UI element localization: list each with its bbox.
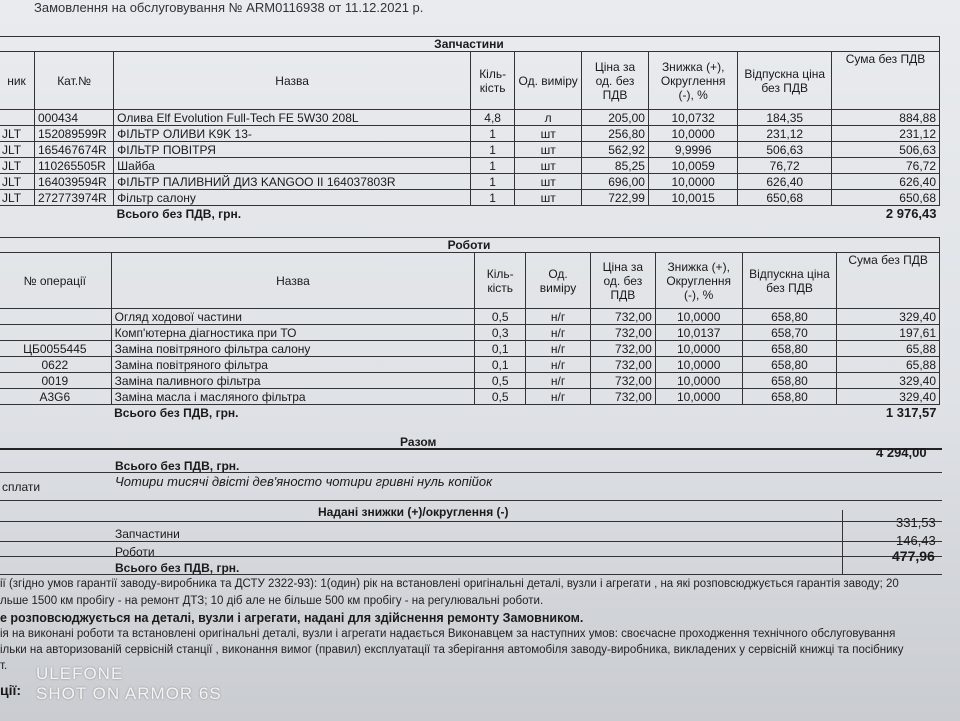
works-header-op: № операції (0, 253, 111, 309)
works-cell-disc: 10,0000 (655, 389, 742, 405)
payment-label: сплати (2, 480, 41, 494)
parts-row (0, 158, 940, 174)
works-cell-qty: 0,5 (475, 309, 526, 325)
camera-watermark-model: SHOT ON ARMOR 6S (36, 684, 222, 703)
works-cell-net: 658,80 (742, 389, 837, 405)
discounts-line-bottom (0, 574, 942, 575)
discount-parts-label: Запчастини (115, 527, 180, 541)
works-table (0, 237, 940, 420)
works-cell-qty: 0,3 (475, 325, 526, 341)
parts-cell-price: 722,99 (582, 190, 649, 206)
works-header-name: Назва (111, 253, 475, 309)
parts-cell-price: 696,00 (582, 174, 649, 190)
discount-works-label: Роботи (115, 545, 155, 559)
parts-cell-net: 184,35 (738, 110, 832, 126)
parts-cell-qty: 1 (471, 142, 515, 158)
works-cell-unit: н/г (526, 309, 591, 325)
works-cell-op (0, 325, 111, 341)
parts-cell-qty: 4,8 (471, 110, 515, 126)
works-row (0, 389, 940, 405)
parts-cell-name: ФІЛЬТР ОЛИВИ K9K 13- (114, 126, 471, 142)
parts-cell-brand (0, 110, 34, 126)
works-cell-net: 658,80 (742, 357, 837, 373)
discount-total-label: Всього без ПДВ, грн. (115, 561, 240, 575)
parts-cell-sum: 76,72 (831, 158, 939, 174)
works-cell-name: Заміна масла і масляного фільтра (111, 389, 475, 405)
works-cell-price: 732,00 (590, 309, 655, 325)
works-header-unit: Од. виміру (526, 253, 591, 309)
parts-cell-net: 626,40 (738, 174, 832, 190)
works-cell-name: Заміна повітряного фільтра салону (111, 341, 475, 357)
document-title: Замовлення на обслуговування № ARM0116938 от 11.12.2021 р. (34, 0, 424, 15)
parts-cell-unit: шт (515, 142, 582, 158)
parts-cell-net: 76,72 (738, 158, 832, 174)
works-row (0, 341, 940, 357)
discount-parts-value: 331,53 (896, 515, 936, 530)
works-cell-disc: 10,0000 (655, 373, 742, 389)
parts-cell-disc: 9,9996 (648, 142, 737, 158)
warranty-line-1: ії (згідно умов гарантії заводу-виробника та ДСТУ 2322-93): 1(один) рік на встановлені оригінальні деталі, вузли і агрегати , на які розповсюджується гарантія заводу; 20 (0, 578, 899, 590)
works-cell-price: 732,00 (590, 373, 655, 389)
works-cell-unit: н/г (526, 357, 591, 373)
parts-cell-brand: JLT (0, 174, 34, 190)
parts-cell-disc: 10,0000 (648, 126, 737, 142)
works-cell-price: 732,00 (590, 341, 655, 357)
parts-header-sum: Сума без ПДВ (831, 52, 939, 110)
works-cell-name: Заміна паливного фільтра (111, 373, 475, 389)
works-cell-op: ЦБ0055445 (0, 341, 111, 357)
works-cell-disc: 10,0137 (655, 325, 742, 341)
works-cell-unit: н/г (526, 373, 591, 389)
works-cell-disc: 10,0000 (655, 357, 742, 373)
summary-line-bottom (0, 472, 942, 473)
parts-header-brand: ник (0, 52, 34, 110)
works-cell-name: Заміна повітряного фільтра (111, 357, 475, 373)
discounts-line-1 (0, 521, 942, 522)
parts-cell-cat: 110265505R (34, 158, 113, 174)
works-cell-sum: 329,40 (837, 309, 940, 325)
works-cell-qty: 0,1 (475, 341, 526, 357)
parts-cell-brand: JLT (0, 142, 34, 158)
summary-title: Разом (400, 435, 437, 449)
parts-cell-sum: 506,63 (831, 142, 939, 158)
parts-header-qty: Кіль-кість (471, 52, 515, 110)
parts-cell-name: Шайба (114, 158, 471, 174)
summary-total-label: Всього без ПДВ, грн. (115, 459, 240, 473)
discount-works-value: 146,43 (896, 533, 936, 548)
discounts-line-3 (0, 556, 942, 557)
parts-cell-price: 85,25 (582, 158, 649, 174)
parts-cell-name: Оливa Elf Evolution Full-Tech FE 5W30 208L (114, 110, 471, 126)
works-header-net: Відпускна ціна без ПДВ (742, 253, 837, 309)
works-total: 1 317,57 (885, 405, 937, 420)
parts-cell-qty: 1 (471, 158, 515, 174)
parts-cell-name: ФІЛЬТР ПАЛИВНИЙ ДИЗ KANGOO II 164037803R (114, 174, 471, 190)
parts-row (0, 110, 940, 126)
parts-cell-price: 205,00 (582, 110, 649, 126)
parts-header-price: Ціна за од. без ПДВ (582, 52, 649, 110)
parts-cell-disc: 10,0015 (648, 190, 737, 206)
parts-cell-sum: 650,68 (831, 190, 939, 206)
parts-total: 2 976,43 (885, 206, 937, 221)
parts-header-cat: Кат.№ (34, 52, 113, 110)
parts-cell-unit: шт (515, 174, 582, 190)
works-cell-net: 658,80 (742, 309, 837, 325)
works-header-qty: Кіль-кість (475, 253, 526, 309)
works-header-price: Ціна за од. без ПДВ (590, 253, 655, 309)
discounts-divider-vertical (842, 510, 843, 574)
works-cell-op: 0019 (0, 373, 111, 389)
works-cell-price: 732,00 (590, 389, 655, 405)
parts-cell-unit: шт (515, 190, 582, 206)
parts-cell-unit: шт (515, 158, 582, 174)
works-total-label: Всього без ПДВ, грн. (114, 405, 239, 420)
works-row (0, 325, 940, 341)
parts-row (0, 126, 940, 142)
parts-cell-brand: JLT (0, 190, 34, 206)
works-cell-disc: 10,0000 (655, 341, 742, 357)
works-cell-qty: 0,1 (475, 357, 526, 373)
parts-cell-cat: 152089599R (34, 126, 113, 142)
parts-cell-name: Фільтр салону (114, 190, 471, 206)
works-cell-unit: н/г (526, 389, 591, 405)
works-cell-sum: 65,88 (837, 357, 940, 373)
works-cell-op (0, 309, 111, 325)
works-cell-op: 0622 (0, 357, 111, 373)
works-cell-net: 658,80 (742, 373, 837, 389)
parts-cell-net: 506,63 (738, 142, 832, 158)
parts-cell-price: 562,92 (582, 142, 649, 158)
works-row (0, 357, 940, 373)
parts-cell-price: 256,80 (582, 126, 649, 142)
parts-cell-net: 650,68 (738, 190, 832, 206)
parts-section-title: Запчастини (0, 37, 940, 52)
parts-header-discount: Знижка (+), Округлення (-), % (648, 52, 737, 110)
summary-line-top (0, 448, 942, 450)
works-cell-disc: 10,0000 (655, 309, 742, 325)
works-cell-sum: 197,61 (837, 325, 940, 341)
works-section-title: Роботи (0, 238, 940, 253)
parts-header-unit: Од. виміру (515, 52, 582, 110)
parts-cell-brand: JLT (0, 126, 34, 142)
parts-cell-cat: 164039594R (34, 174, 113, 190)
works-cell-unit: н/г (526, 325, 591, 341)
parts-cell-qty: 1 (471, 126, 515, 142)
parts-cell-sum: 626,40 (831, 174, 939, 190)
parts-cell-cat: 272773974R (34, 190, 113, 206)
parts-cell-unit: шт (515, 126, 582, 142)
parts-cell-sum: 884,88 (831, 110, 939, 126)
parts-cell-cat: 165467674R (34, 142, 113, 158)
discounts-title: Надані знижки (+)/округлення (-) (318, 505, 509, 519)
warranty-bold-line: е розповсюджується на деталі, вузли і агрегати, надані для здійснення ремонту Замовником. (0, 611, 584, 625)
parts-row (0, 142, 940, 158)
parts-cell-disc: 10,0059 (648, 158, 737, 174)
works-cell-name: Огляд ходової частини (111, 309, 475, 325)
works-cell-net: 658,80 (742, 341, 837, 357)
works-row (0, 373, 940, 389)
works-cell-qty: 0,5 (475, 389, 526, 405)
parts-header-net: Відпускна ціна без ПДВ (738, 52, 832, 110)
amount-in-words: Чотири тисячі двісті дев'яносто чотири гривні нуль копійок (115, 474, 493, 489)
works-cell-price: 732,00 (590, 357, 655, 373)
discount-total-value: 477,96 (892, 548, 935, 564)
parts-cell-qty: 1 (471, 190, 515, 206)
parts-header-name: Назва (114, 52, 471, 110)
works-cell-qty: 0,5 (475, 373, 526, 389)
discounts-line-top (0, 500, 942, 501)
works-cell-unit: н/г (526, 341, 591, 357)
warranty-line-2: льше 1500 км пробігу - на ремонт ДТЗ; 10 діб але не більше 500 км пробігу - на регулювальні роботи. (0, 595, 544, 607)
parts-row (0, 190, 940, 206)
warranty-line-3: ія на виконані роботи та встановлені оригінальні деталі, вузли і агрегати надається Виконавцем за наступних умов: своєчасне проходження технічного обслуговування (0, 628, 896, 640)
parts-cell-sum: 231,12 (831, 126, 939, 142)
parts-cell-unit: л (515, 110, 582, 126)
parts-table (0, 36, 940, 221)
warranty-footer-label: ції: (0, 682, 22, 698)
works-cell-name: Комп'ютерна діагностика при ТО (111, 325, 475, 341)
works-row (0, 309, 940, 325)
works-cell-sum: 65,88 (837, 341, 940, 357)
parts-cell-brand: JLT (0, 158, 34, 174)
parts-total-label: Всього без ПДВ, грн. (116, 206, 242, 221)
works-header-discount: Знижка (+), Округлення (-), % (655, 253, 742, 309)
parts-cell-cat: 000434 (34, 110, 113, 126)
parts-cell-disc: 10,0000 (648, 174, 737, 190)
works-cell-op: A3G6 (0, 389, 111, 405)
parts-row (0, 174, 940, 190)
works-cell-sum: 329,40 (837, 389, 940, 405)
camera-watermark-brand: ULEFONE (36, 664, 124, 683)
works-cell-price: 732,00 (590, 325, 655, 341)
parts-cell-net: 231,12 (738, 126, 832, 142)
parts-cell-qty: 1 (471, 174, 515, 190)
works-cell-sum: 329,40 (837, 373, 940, 389)
works-header-sum: Сума без ПДВ (837, 253, 940, 309)
discounts-line-2 (0, 541, 942, 542)
warranty-line-4: ільки на авторизованій сервісній станції , виконання вимог (правил) експлуатації та зберігання автомобіля заводу-виробника, викладених у сервісній книжці та посібнику (0, 644, 904, 656)
warranty-line-5: т. (0, 660, 8, 672)
summary-total: 4 294,00 (876, 445, 927, 460)
parts-cell-name: ФІЛЬТР ПОВІТРЯ (114, 142, 471, 158)
works-cell-net: 658,70 (742, 325, 837, 341)
parts-cell-disc: 10,0732 (648, 110, 737, 126)
